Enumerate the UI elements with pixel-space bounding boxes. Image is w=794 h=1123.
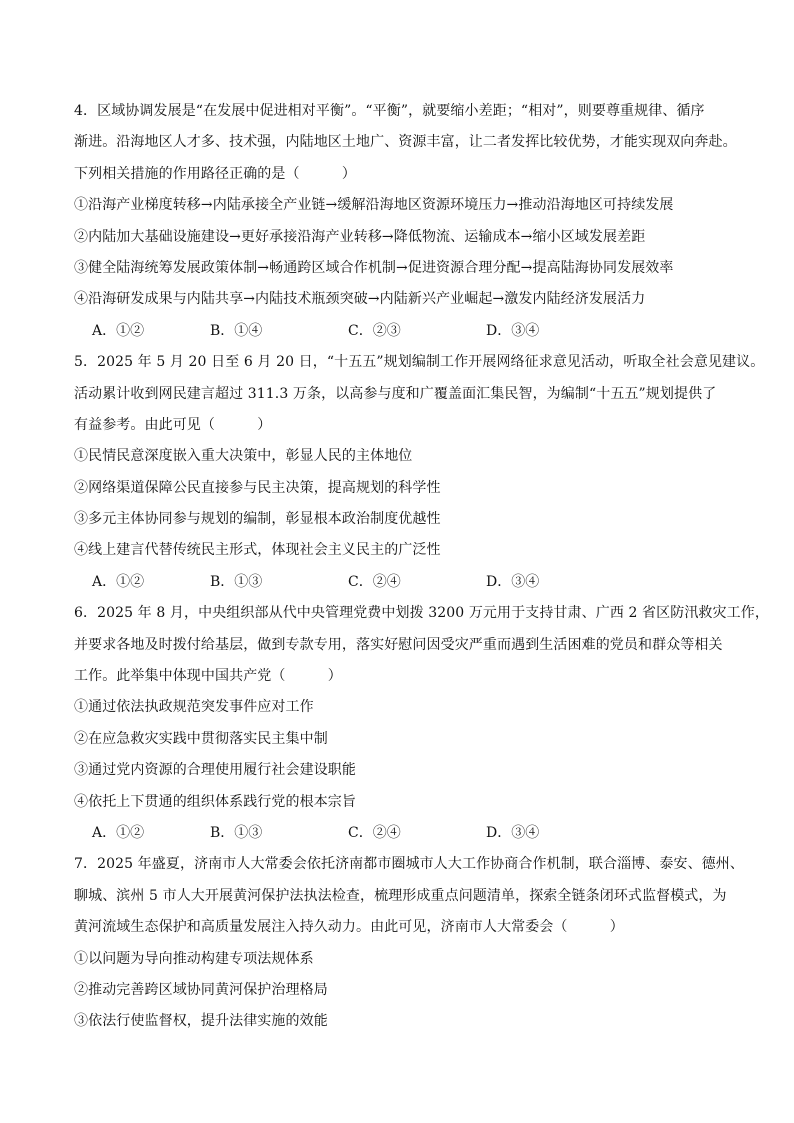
- option-statement: ③多元主体协同参与规划的编制，彰显根本政治制度优越性: [74, 511, 441, 528]
- choice-c: C．②④: [348, 824, 401, 841]
- option-statement: ③健全陆海统筹发展政策体制→畅通跨区域合作机制→促进资源合理分配→提高陆海协同发展效率: [74, 259, 674, 276]
- option-statement: ②内陆加大基础设施建设→更好承接沿海产业转移→降低物流、运输成本→缩小区域发展差距: [74, 228, 646, 245]
- option-statement: ④依托上下贯通的组织体系践行党的根本宗旨: [74, 793, 356, 810]
- answer-choices: [74, 567, 724, 598]
- question-stem-line: 聊城、滨州 5 市人大开展黄河保护法执法检查，梳理形成重点问题清单，探索全链条闭环式监督模式，为: [74, 887, 727, 904]
- question-stem-line: 工作。此举集中体现中国共产党（ ）: [74, 668, 342, 685]
- answer-choices: [74, 316, 724, 347]
- question-6: [74, 598, 769, 849]
- option-statement: ①沿海产业梯度转移→内陆承接全产业链→缓解沿海地区资源环境压力→推动沿海地区可持续发展: [74, 197, 674, 214]
- option-statement: ①以问题为导向推动构建专项法规体系: [74, 950, 314, 967]
- question-stem-line: 下列相关措施的作用路径正确的是（ ）: [74, 165, 356, 182]
- choice-b: B．①③: [210, 573, 263, 590]
- option-statement: ②网络渠道保障公民直接参与民主决策，提高规划的科学性: [74, 479, 441, 496]
- option-statement: ②在应急救灾实践中贯彻落实民主集中制: [74, 730, 328, 747]
- option-statement: ②推动完善跨区域协同黄河保护治理格局: [74, 981, 328, 998]
- question-stem-line: 4．区域协调发展是“在发展中促进相对平衡”。“平衡”，就要缩小差距；“相对”，则要尊重规律、循序: [74, 103, 705, 119]
- choice-a: A．①②: [92, 824, 145, 841]
- exam-page: [74, 96, 769, 1038]
- question-5: [74, 347, 765, 598]
- choice-c: C．②④: [348, 573, 401, 590]
- question-stem-line: 有益参考。由此可见（ ）: [74, 416, 272, 433]
- choice-a: A．①②: [92, 322, 145, 339]
- question-stem-line: 6．2025 年 8 月，中央组织部从代中央管理党费中划拨 3200 万元用于支持甘肃、广西 2 省区防汛救灾工作，: [74, 605, 769, 622]
- question-stem-line: 活动累计收到网民建言超过 311.3 万条，以高参与度和广覆盖面汇集民智，为编制“十五五”规划提供了: [74, 385, 717, 402]
- question-stem-line: 5．2025 年 5 月 20 日至 6 月 20 日，“十五五”规划编制工作开展网络征求意见活动，听取全社会意见建议。: [74, 354, 765, 371]
- option-statement: ①通过依法执政规范突发事件应对工作: [74, 699, 314, 716]
- choice-b: B．①④: [210, 322, 263, 339]
- choice-a: A．①②: [92, 573, 145, 590]
- choice-c: C．②③: [348, 322, 401, 339]
- option-statement: ④线上建言代替传统民主形式，体现社会主义民主的广泛性: [74, 542, 441, 559]
- question-stem-line: 并要求各地及时拨付给基层，做到专款专用，落实好慰问因受灾严重而遇到生活困难的党员和群众等相关: [74, 636, 723, 653]
- question-stem-line: 7．2025 年盛夏，济南市人大常委会依托济南都市圈城市人大工作协商合作机制，联合淄博、泰安、德州、: [74, 856, 744, 873]
- question-stem-line: 渐进。沿海地区人才多、技术强，内陆地区土地广、资源丰富，让二者发挥比较优势，才能实现双向奔赴。: [74, 134, 737, 151]
- option-statement: ③通过党内资源的合理使用履行社会建设职能: [74, 762, 356, 779]
- option-statement: ③依法行使监督权，提升法律实施的效能: [74, 1013, 328, 1030]
- question-4: [74, 96, 737, 347]
- choice-b: B．①③: [210, 824, 263, 841]
- answer-choices: [74, 818, 724, 849]
- choice-d: D．③④: [486, 824, 540, 841]
- choice-d: D．③④: [486, 322, 540, 339]
- question-7: [74, 849, 744, 1037]
- question-stem-line: 黄河流域生态保护和高质量发展注入持久动力。由此可见，济南市人大常委会（ ）: [74, 919, 624, 936]
- choice-d: D．③④: [486, 573, 540, 590]
- option-statement: ④沿海研发成果与内陆共享→内陆技术瓶颈突破→内陆新兴产业崛起→激发内陆经济发展活力: [74, 291, 646, 308]
- option-statement: ①民情民意深度嵌入重大决策中，彰显人民的主体地位: [74, 448, 413, 465]
